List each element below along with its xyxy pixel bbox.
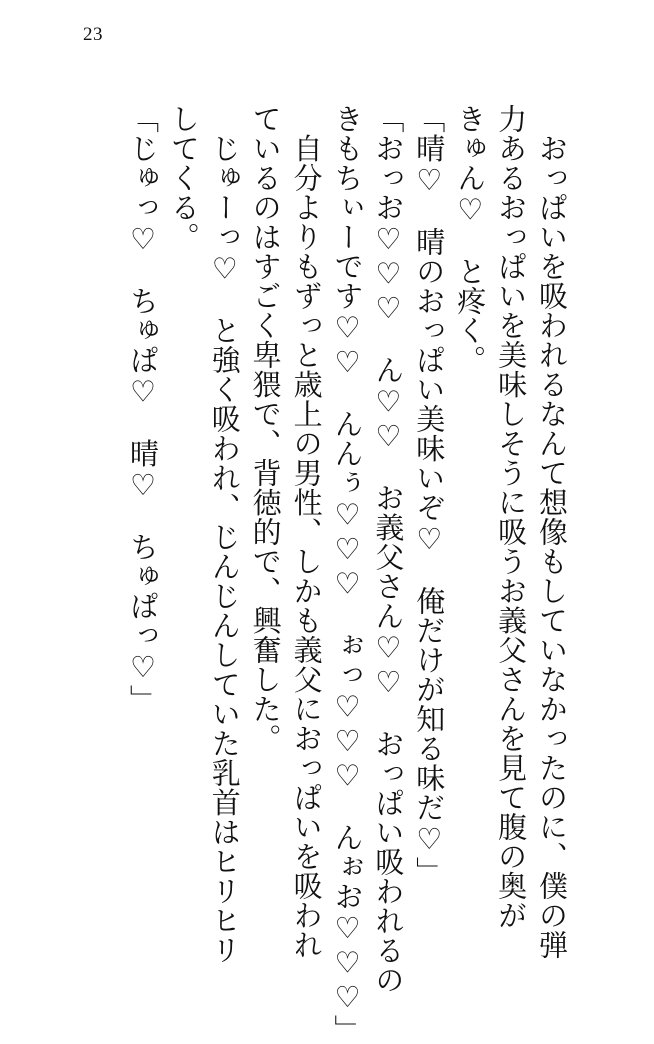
text-line: 自分よりもずっと歳上の男性、しかも義父におっぱいを吸われ — [289, 104, 324, 960]
text-line: じゅーっ♡ と強く吸われ、じんじんしていた乳首はヒリヒリ — [207, 104, 242, 965]
vertical-text-body — [122, 104, 572, 1044]
page-number: 23 — [83, 24, 103, 45]
text-line: きゅん♡ と疼く。 — [453, 104, 488, 375]
text-line: してくる。 — [166, 104, 201, 252]
text-line: きもちぃーです♡♡ んんぅ♡♡♡ ぉっ♡♡♡ んぉお♡♡♡」 — [330, 104, 365, 1044]
text-line: 力あるおっぱいを美味しそうに吸うお義父さんを見て腹の奥が — [494, 104, 529, 930]
text-line: おっぱいを吸われるなんて想像もしていなかったのに、僕の弾 — [535, 104, 569, 960]
text-line: 「晴♡ 晴のおっぱい美味いぞ♡ 俺だけが知る味だ♡」 — [412, 104, 447, 886]
text-line: 「おっお♡♡♡ ん♡♡ お義父さん♡♡ おっぱい吸われるの — [371, 104, 406, 995]
text-line: ているのはすごく卑猥で、背徳的で、興奮した。 — [248, 104, 283, 753]
text-line: 「じゅっ♡ ちゅぱ♡ 晴♡ ちゅぱっ♡」 — [125, 104, 160, 714]
